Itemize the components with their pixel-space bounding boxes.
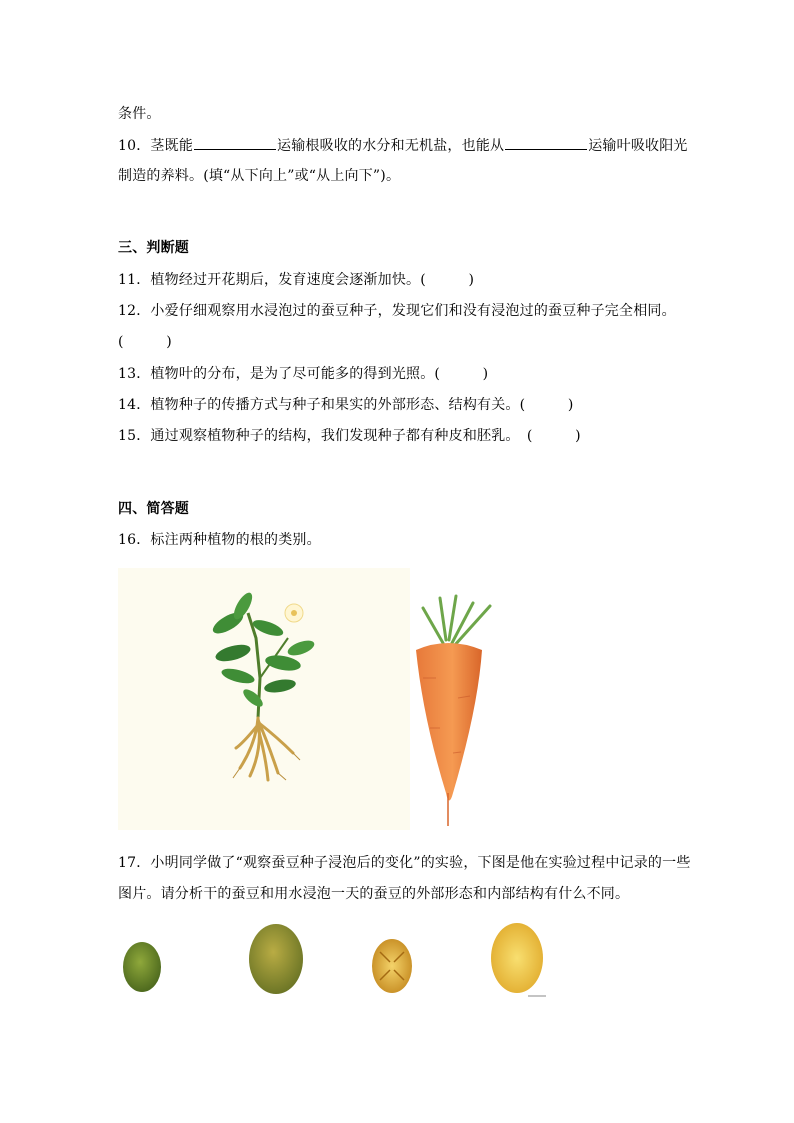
section-heading-judgement: 三、判断题 [118, 240, 189, 256]
soaked-bean-exterior [249, 924, 303, 994]
q17-line2: 图片。请分析干的蚕豆和用水浸泡一天的蚕豆的外部形态和内部结构有什么不同。 [118, 886, 630, 902]
soaked-bean-cross-section [491, 923, 543, 993]
carrot-taproot-image [416, 596, 490, 826]
q10-number: 10． [118, 138, 151, 154]
q17-line1: 17．小明同学做了“观察蚕豆种子浸泡后的变化”的实验，下图是他在实验过程中记录的一些 [118, 855, 691, 871]
section-heading-short-answer: 四、简答题 [118, 501, 189, 517]
q15: 15．通过观察植物种子的结构，我们发现种子都有种皮和胚乳。 ( ) [118, 428, 581, 444]
q10-line1 [118, 135, 688, 156]
q11: 11．植物经过开花期后，发育速度会逐渐加快。( ) [118, 272, 475, 288]
q14: 14．植物种子的传播方式与种子和果实的外部形态、结构有关。( ) [118, 397, 574, 413]
q13: 13．植物叶的分布，是为了尽可能多的得到光照。( ) [118, 366, 489, 382]
dry-bean-cross-section [372, 939, 412, 993]
q10-line2: 制造的养料。(填“从下向上”或“从上向下”)。 [118, 168, 401, 184]
q10-blank-1[interactable] [194, 135, 276, 150]
q9-tail: 条件。 [118, 106, 161, 122]
q12-line2: ( ) [118, 334, 172, 350]
q10-blank-2[interactable] [505, 135, 587, 150]
q12-line1: 12．小爱仔细观察用水浸泡过的蚕豆种子，发现它们和没有浸泡过的蚕豆种子完全相同。 [118, 303, 676, 319]
plant-background [118, 568, 410, 830]
root-types-figure [118, 568, 498, 830]
q16: 16．标注两种植物的根的类别。 [118, 532, 321, 548]
broad-bean-figure [118, 922, 558, 1002]
q10-part1: 茎既能 [150, 138, 194, 154]
q10-part2: 运输根吸收的水分和无机盐，也能从 [277, 138, 505, 154]
dry-bean-exterior [123, 942, 161, 992]
q10-part3: 运输叶吸收阳光 [588, 138, 688, 154]
